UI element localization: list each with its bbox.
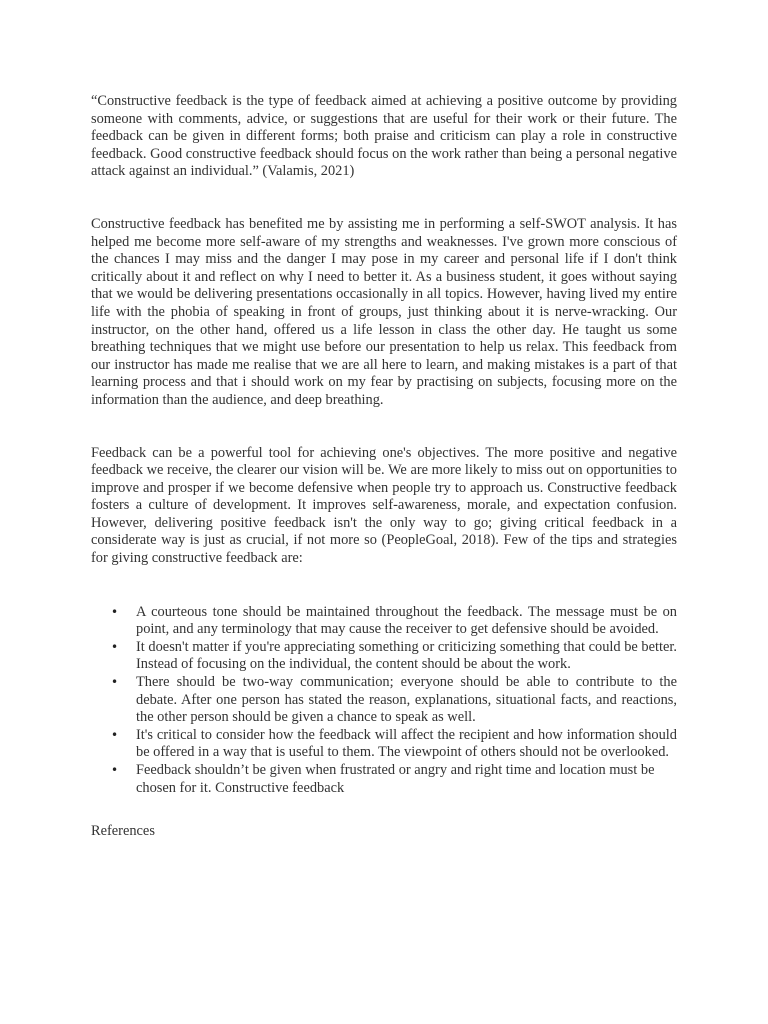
list-item	[91, 639, 677, 674]
bullet-icon: •	[111, 639, 119, 654]
list-item-text: It's critical to consider how the feedback will affect the recipient and how information should be offered in a way that is useful to them. The viewpoint of others should not be overlooked.	[136, 726, 677, 761]
references-heading: References	[91, 823, 155, 840]
list-item	[91, 727, 677, 762]
list-item-text: A courteous tone should be maintained throughout the feedback. The message must be on point, and any terminology that may cause the receiver to get defensive should be avoided.	[136, 603, 677, 638]
tips-list	[91, 604, 677, 798]
list-item	[91, 674, 677, 727]
list-item	[91, 604, 677, 639]
list-item-text: There should be two-way communication; everyone should be able to contribute to the debate. After one person has stated the reason, explanations, situational facts, and reactions, the other person should be given a chance to speak as well.	[136, 674, 677, 726]
bullet-icon: •	[111, 604, 119, 619]
paragraph-definition-quote: “Constructive feedback is the type of feedback aimed at achieving a positive outcome by providing someone with comments, advice, or suggestions that are useful for their work or their future. The feedback can be given in different forms; both praise and criticism can play a role in constructive feedback. Good constructive feedback should focus on the work rather than being a personal negative attack against an individual.” (Valamis, 2021)	[91, 93, 677, 180]
document-page	[91, 93, 677, 841]
paragraph-personal-benefit: Constructive feedback has benefited me by assisting me in performing a self-SWOT analysis. It has helped me become more self-aware of my strengths and weaknesses. I've grown more conscious of the chances I may miss and the danger I may pose in my career and personal life if I don't think critically about it and reflect on why I need to better it. As a business student, it goes without saying that we would be delivering presentations occasionally in all topics. However, having lived my entire life with the phobia of speaking in front of groups, just thinking about it is nerve-wracking. Our instructor, on the other hand, offered us a life lesson in class the other day. He taught us some breathing techniques that we might use before our presentation to help us relax. This feedback from our instructor has made me realise that we are all here to learn, and making mistakes is a part of that learning process and that i should work on my fear by practising on subjects, focusing more on the information than the audience, and deep breathing.	[91, 215, 677, 408]
list-item	[91, 762, 677, 797]
list-item-text: Feedback shouldn’t be given when frustrated or angry and right time and location must be chosen for it. Constructive feedback	[136, 762, 655, 796]
bullet-icon: •	[111, 675, 119, 690]
paragraph-feedback-power: Feedback can be a powerful tool for achieving one's objectives. The more positive and negative feedback we receive, the clearer our vision will be. We are more likely to miss out on opportunities to improve and prosper if we become defensive when people try to approach us. Constructive feedback fosters a culture of development. It improves self-awareness, morale, and expectation confusion. However, delivering positive feedback isn't the only way to go; giving critical feedback in a considerate way is just as crucial, if not more so (PeopleGoal, 2018). Few of the tips and strategies for giving constructive feedback are:	[91, 444, 677, 567]
list-item-text: It doesn't matter if you're appreciating something or criticizing something that could be better. Instead of focusing on the individual, the content should be about the work.	[136, 638, 677, 673]
bullet-icon: •	[111, 727, 119, 742]
bullet-icon: •	[111, 763, 119, 777]
